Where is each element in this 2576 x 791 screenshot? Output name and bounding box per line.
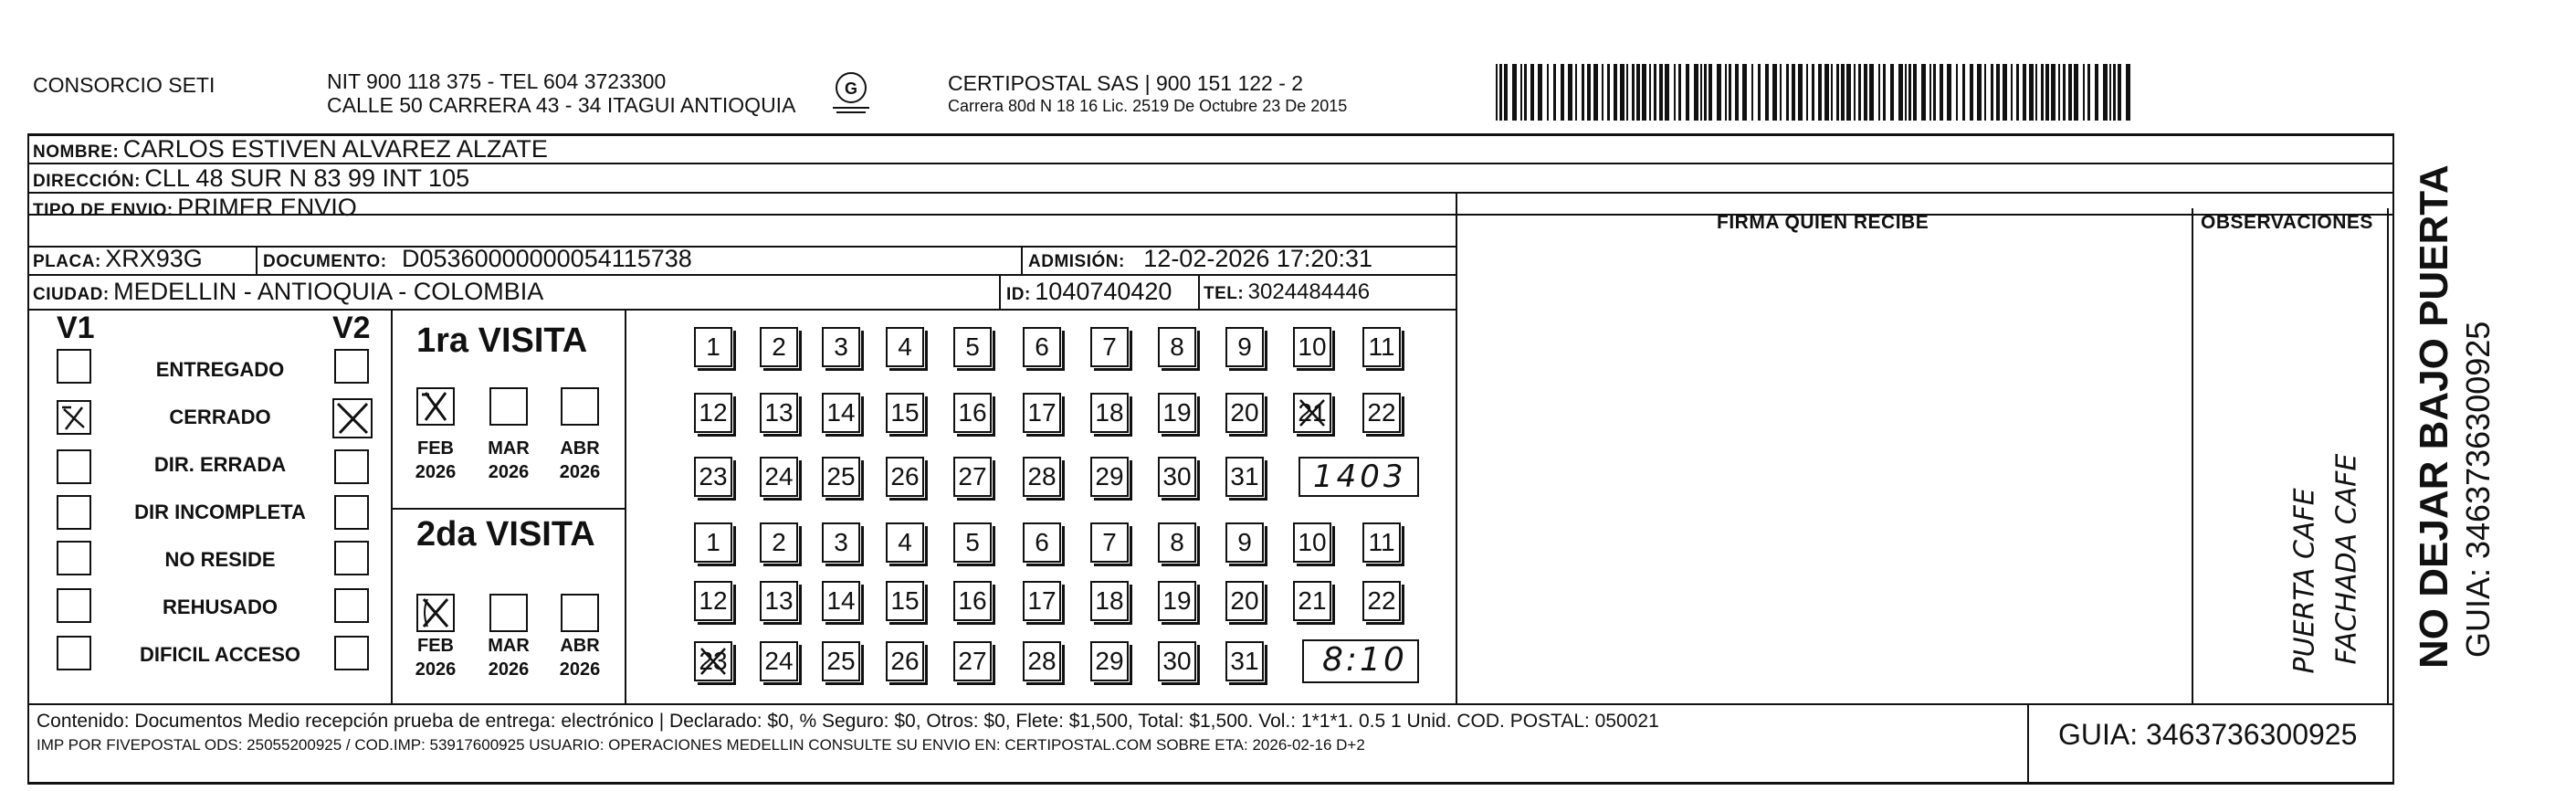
visit-2-day-15[interactable]: 15	[886, 581, 924, 621]
visit-1-day-16[interactable]: 16	[953, 393, 992, 433]
visit-2-day-1[interactable]: 1	[694, 522, 732, 563]
visit-1-day-18[interactable]: 18	[1090, 393, 1129, 433]
status-entregado-v2[interactable]	[334, 349, 369, 384]
status-dificil-acceso-v2[interactable]	[334, 636, 369, 670]
direccion-row	[33, 164, 469, 193]
nit-line: NIT 900 118 375 - TEL 604 3723300	[327, 69, 667, 93]
no-dejar-bajo-puerta: NO DEJAR BAJO PUERTA	[2412, 164, 2456, 669]
visit-1-day-22[interactable]: 22	[1362, 393, 1401, 433]
visit-2-day-10[interactable]: 10	[1293, 522, 1331, 563]
footer-guia: GUIA: 3463736300925	[2058, 718, 2358, 751]
visit-2-time-box[interactable]	[1302, 639, 1419, 683]
visit-2-day-13[interactable]: 13	[760, 581, 798, 621]
observaciones-note-2: FACHADA CAFE	[2330, 453, 2363, 665]
svg-text:G: G	[845, 79, 858, 98]
visit-1-day-21[interactable]: 21	[1293, 393, 1331, 433]
firma-header: FIRMA QUIEN RECIBE	[1717, 212, 1929, 233]
placa-value: XRX93G	[105, 245, 203, 272]
visit-1-day-10[interactable]: 10	[1293, 327, 1331, 367]
documento-field	[263, 245, 692, 273]
visit-1-day-25[interactable]: 25	[822, 457, 860, 497]
visit-1-time: 1403	[1313, 459, 1407, 495]
visit-1-day-9[interactable]: 9	[1225, 327, 1264, 367]
license-line: Carrera 80d N 18 16 Lic. 2519 De Octubre 23 De 2015	[948, 97, 1348, 115]
tel-value: 3024484446	[1247, 279, 1371, 304]
status-entregado-v1[interactable]	[57, 349, 91, 384]
visit-1-day-14[interactable]: 14	[822, 393, 860, 433]
visit-2-day-31[interactable]: 31	[1225, 641, 1264, 681]
carrier-line: CERTIPOSTAL SAS | 900 151 122 - 2	[948, 71, 1304, 95]
id-value: 1040740420	[1035, 278, 1172, 305]
visit-2-day-8[interactable]: 8	[1158, 522, 1196, 563]
visit-2-day-17[interactable]: 17	[1023, 581, 1061, 621]
visit-1-day-7[interactable]: 7	[1090, 327, 1129, 367]
visit-2-abr-label: ABR 2026	[559, 636, 601, 680]
visit-2-day-20[interactable]: 20	[1225, 581, 1264, 621]
ciudad-field	[33, 278, 543, 306]
visit-2-month-abr[interactable]	[561, 594, 599, 632]
status-cerrado-v1[interactable]	[57, 400, 91, 435]
direccion-value: CLL 48 SUR N 83 99 INT 105	[144, 164, 470, 192]
visit-2-day-29[interactable]: 29	[1090, 641, 1129, 681]
nombre-row	[33, 135, 548, 163]
x-mark-icon	[58, 402, 89, 433]
x-mark-icon	[418, 389, 453, 424]
visit-2-day-14[interactable]: 14	[822, 581, 860, 621]
x-mark-icon	[1295, 395, 1330, 431]
visit-1-time-box[interactable]	[1299, 457, 1419, 497]
visit-2-day-26[interactable]: 26	[886, 641, 924, 681]
visit-1-day-1[interactable]: 1	[694, 327, 732, 367]
admision-field	[1028, 245, 1372, 273]
x-mark-icon	[334, 400, 371, 437]
visit-1-day-6[interactable]: 6	[1023, 327, 1061, 367]
visit-1-day-24[interactable]: 24	[760, 457, 798, 497]
observaciones-header: OBSERVACIONES	[2201, 212, 2373, 233]
visit-2-month-feb[interactable]	[416, 594, 455, 632]
placa-field	[33, 245, 203, 273]
visit-1-month-feb[interactable]	[416, 387, 455, 426]
visit-2-day-30[interactable]: 30	[1158, 641, 1196, 681]
visit-2-mar-label: MAR 2026	[488, 636, 530, 680]
visit-2-feb-label: FEB 2026	[415, 636, 457, 680]
status-dir-errada-label: DIR. ERRADA	[153, 453, 287, 476]
visit-2-month-mar[interactable]	[489, 594, 528, 632]
visit-1-mar-label: MAR 2026	[488, 438, 530, 482]
visit-2-day-24[interactable]: 24	[760, 641, 798, 681]
tel-label: TEL:	[1204, 284, 1245, 303]
visit-1-day-30[interactable]: 30	[1158, 457, 1196, 497]
visit-1-day-11[interactable]: 11	[1362, 327, 1401, 367]
visit-1-day-26[interactable]: 26	[886, 457, 924, 497]
admision-label: ADMISIÓN:	[1028, 252, 1125, 271]
status-rehusado-v1[interactable]	[57, 588, 91, 623]
visit-1-day-27[interactable]: 27	[953, 457, 992, 497]
visit-1-month-mar[interactable]	[489, 387, 528, 426]
documento-value: D05360000000054115738	[402, 245, 692, 272]
documento-label: DOCUMENTO:	[263, 252, 387, 271]
ciudad-value: MEDELLIN - ANTIOQUIA - COLOMBIA	[113, 278, 544, 305]
visit-2-day-16[interactable]: 16	[953, 581, 992, 621]
status-no-reside-v2[interactable]	[334, 541, 369, 575]
visit-1-day-2[interactable]: 2	[760, 327, 798, 367]
visit-2-day-21[interactable]: 21	[1293, 581, 1331, 621]
firma-area[interactable]	[1459, 228, 2190, 701]
status-dir-incompleta-label: DIR INCOMPLETA	[134, 501, 306, 523]
footer-contenido: Contenido: Documentos Medio recepción prueba de entrega: electrónico | Declarado: $0, % Seguro: $0, Otros: $0, Flete: $1,500, Total: $1,500. Vol.: 1*1*1. 0.5 1 Unid. COD. POSTAL: 050021	[37, 711, 1659, 732]
v2-header: V2	[332, 311, 371, 345]
visit-2-day-18[interactable]: 18	[1090, 581, 1129, 621]
status-cerrado-label: CERRADO	[169, 406, 271, 428]
visit-1-day-20[interactable]: 20	[1225, 393, 1264, 433]
status-dificil-acceso-label: DIFICIL ACCESO	[139, 643, 300, 666]
visit-1-day-15[interactable]: 15	[886, 393, 924, 433]
visit-1-abr-label: ABR 2026	[559, 438, 601, 482]
visit-1-day-28[interactable]: 28	[1023, 457, 1061, 497]
visit-1-day-31[interactable]: 31	[1225, 457, 1264, 497]
status-entregado-label: ENTREGADO	[155, 358, 285, 381]
x-mark-icon	[418, 596, 453, 630]
visit-1-day-13[interactable]: 13	[760, 393, 798, 433]
visit-1-feb-label: FEB 2026	[415, 438, 457, 482]
visit-2-day-23[interactable]: 23	[694, 641, 732, 681]
direccion-label: DIRECCIÓN:	[33, 172, 141, 191]
status-cerrado-v2[interactable]	[332, 398, 373, 438]
tel-field	[1204, 279, 1370, 305]
status-no-reside-v1[interactable]	[57, 541, 91, 575]
visit-2-day-12[interactable]: 12	[694, 581, 732, 621]
certipostal-logo-icon	[825, 66, 877, 117]
visit-2-time: 8:10	[1322, 641, 1407, 679]
barcode	[1494, 64, 2133, 121]
visit-2-day-19[interactable]: 19	[1158, 581, 1196, 621]
observaciones-note-1: PUERTA CAFE	[2288, 488, 2321, 674]
visit-1-day-4[interactable]: 4	[886, 327, 924, 367]
status-rehusado-v2[interactable]	[334, 588, 369, 623]
tipo-envio-label: TIPO DE ENVIO:	[33, 201, 173, 220]
visit-1-day-3[interactable]: 3	[822, 327, 860, 367]
side-panel	[2398, 146, 2508, 676]
visit-2-day-28[interactable]: 28	[1023, 641, 1061, 681]
id-field	[1006, 278, 1172, 306]
visit-2-day-25[interactable]: 25	[822, 641, 860, 681]
status-rehusado-label: REHUSADO	[163, 596, 278, 618]
side-guia: GUIA: 3463736300925	[2459, 321, 2497, 658]
visit-2-day-7[interactable]: 7	[1090, 522, 1129, 563]
visit-1-day-29[interactable]: 29	[1090, 457, 1129, 497]
tipo-envio-value: PRIMER ENVIO	[177, 194, 357, 221]
visit-2-day-22[interactable]: 22	[1362, 581, 1401, 621]
address-line: CALLE 50 CARRERA 43 - 34 ITAGUI ANTIOQUIA	[327, 93, 796, 117]
ciudad-label: CIUDAD:	[33, 285, 110, 304]
visit-2-day-4[interactable]: 4	[886, 522, 924, 563]
status-dir-errada-v1[interactable]	[57, 449, 91, 484]
status-dificil-acceso-v1[interactable]	[57, 636, 91, 670]
visit-2-day-5[interactable]: 5	[953, 522, 992, 563]
id-label: ID:	[1006, 285, 1031, 304]
visit-2-day-6[interactable]: 6	[1023, 522, 1061, 563]
visit-1-day-23[interactable]: 23	[694, 457, 732, 497]
visit-2-day-11[interactable]: 11	[1362, 522, 1401, 563]
visit-1-day-12[interactable]: 12	[694, 393, 732, 433]
nombre-label: NOMBRE:	[33, 142, 120, 162]
visit-1-day-8[interactable]: 8	[1158, 327, 1196, 367]
x-mark-icon	[696, 643, 731, 680]
status-no-reside-label: NO RESIDE	[164, 548, 276, 571]
visit-2-day-27[interactable]: 27	[953, 641, 992, 681]
visit-2-day-9[interactable]: 9	[1225, 522, 1264, 563]
status-dir-incompleta-v1[interactable]	[57, 495, 91, 530]
admision-value: 12-02-2026 17:20:31	[1143, 245, 1372, 272]
visit-2-title: 2da VISITA	[416, 515, 595, 554]
visit-1-day-17[interactable]: 17	[1023, 393, 1061, 433]
observaciones-area[interactable]	[2195, 228, 2385, 701]
company-name: CONSORCIO SETI	[33, 73, 216, 97]
visit-2-day-2[interactable]: 2	[760, 522, 798, 563]
tipo-envio-row	[33, 194, 357, 222]
placa-label: PLACA:	[33, 252, 101, 271]
v1-header: V1	[57, 311, 95, 345]
visit-1-title: 1ra VISITA	[416, 322, 588, 360]
visit-2-day-3[interactable]: 3	[822, 522, 860, 563]
footer-imp-line: IMP POR FIVEPOSTAL ODS: 25055200925 / COD.IMP: 53917600925 USUARIO: OPERACIONES MEDELLIN CONSULTE SU ENVIO EN: CERTIPOSTAL.COM SOBRE ETA: 2026-02-16 D+2	[37, 736, 1365, 754]
visit-1-month-abr[interactable]	[561, 387, 599, 426]
visit-1-day-5[interactable]: 5	[953, 327, 992, 367]
nombre-value: CARLOS ESTIVEN ALVAREZ ALZATE	[122, 135, 548, 163]
status-dir-incompleta-v2[interactable]	[334, 495, 369, 530]
status-dir-errada-v2[interactable]	[334, 449, 369, 484]
visit-1-day-19[interactable]: 19	[1158, 393, 1196, 433]
